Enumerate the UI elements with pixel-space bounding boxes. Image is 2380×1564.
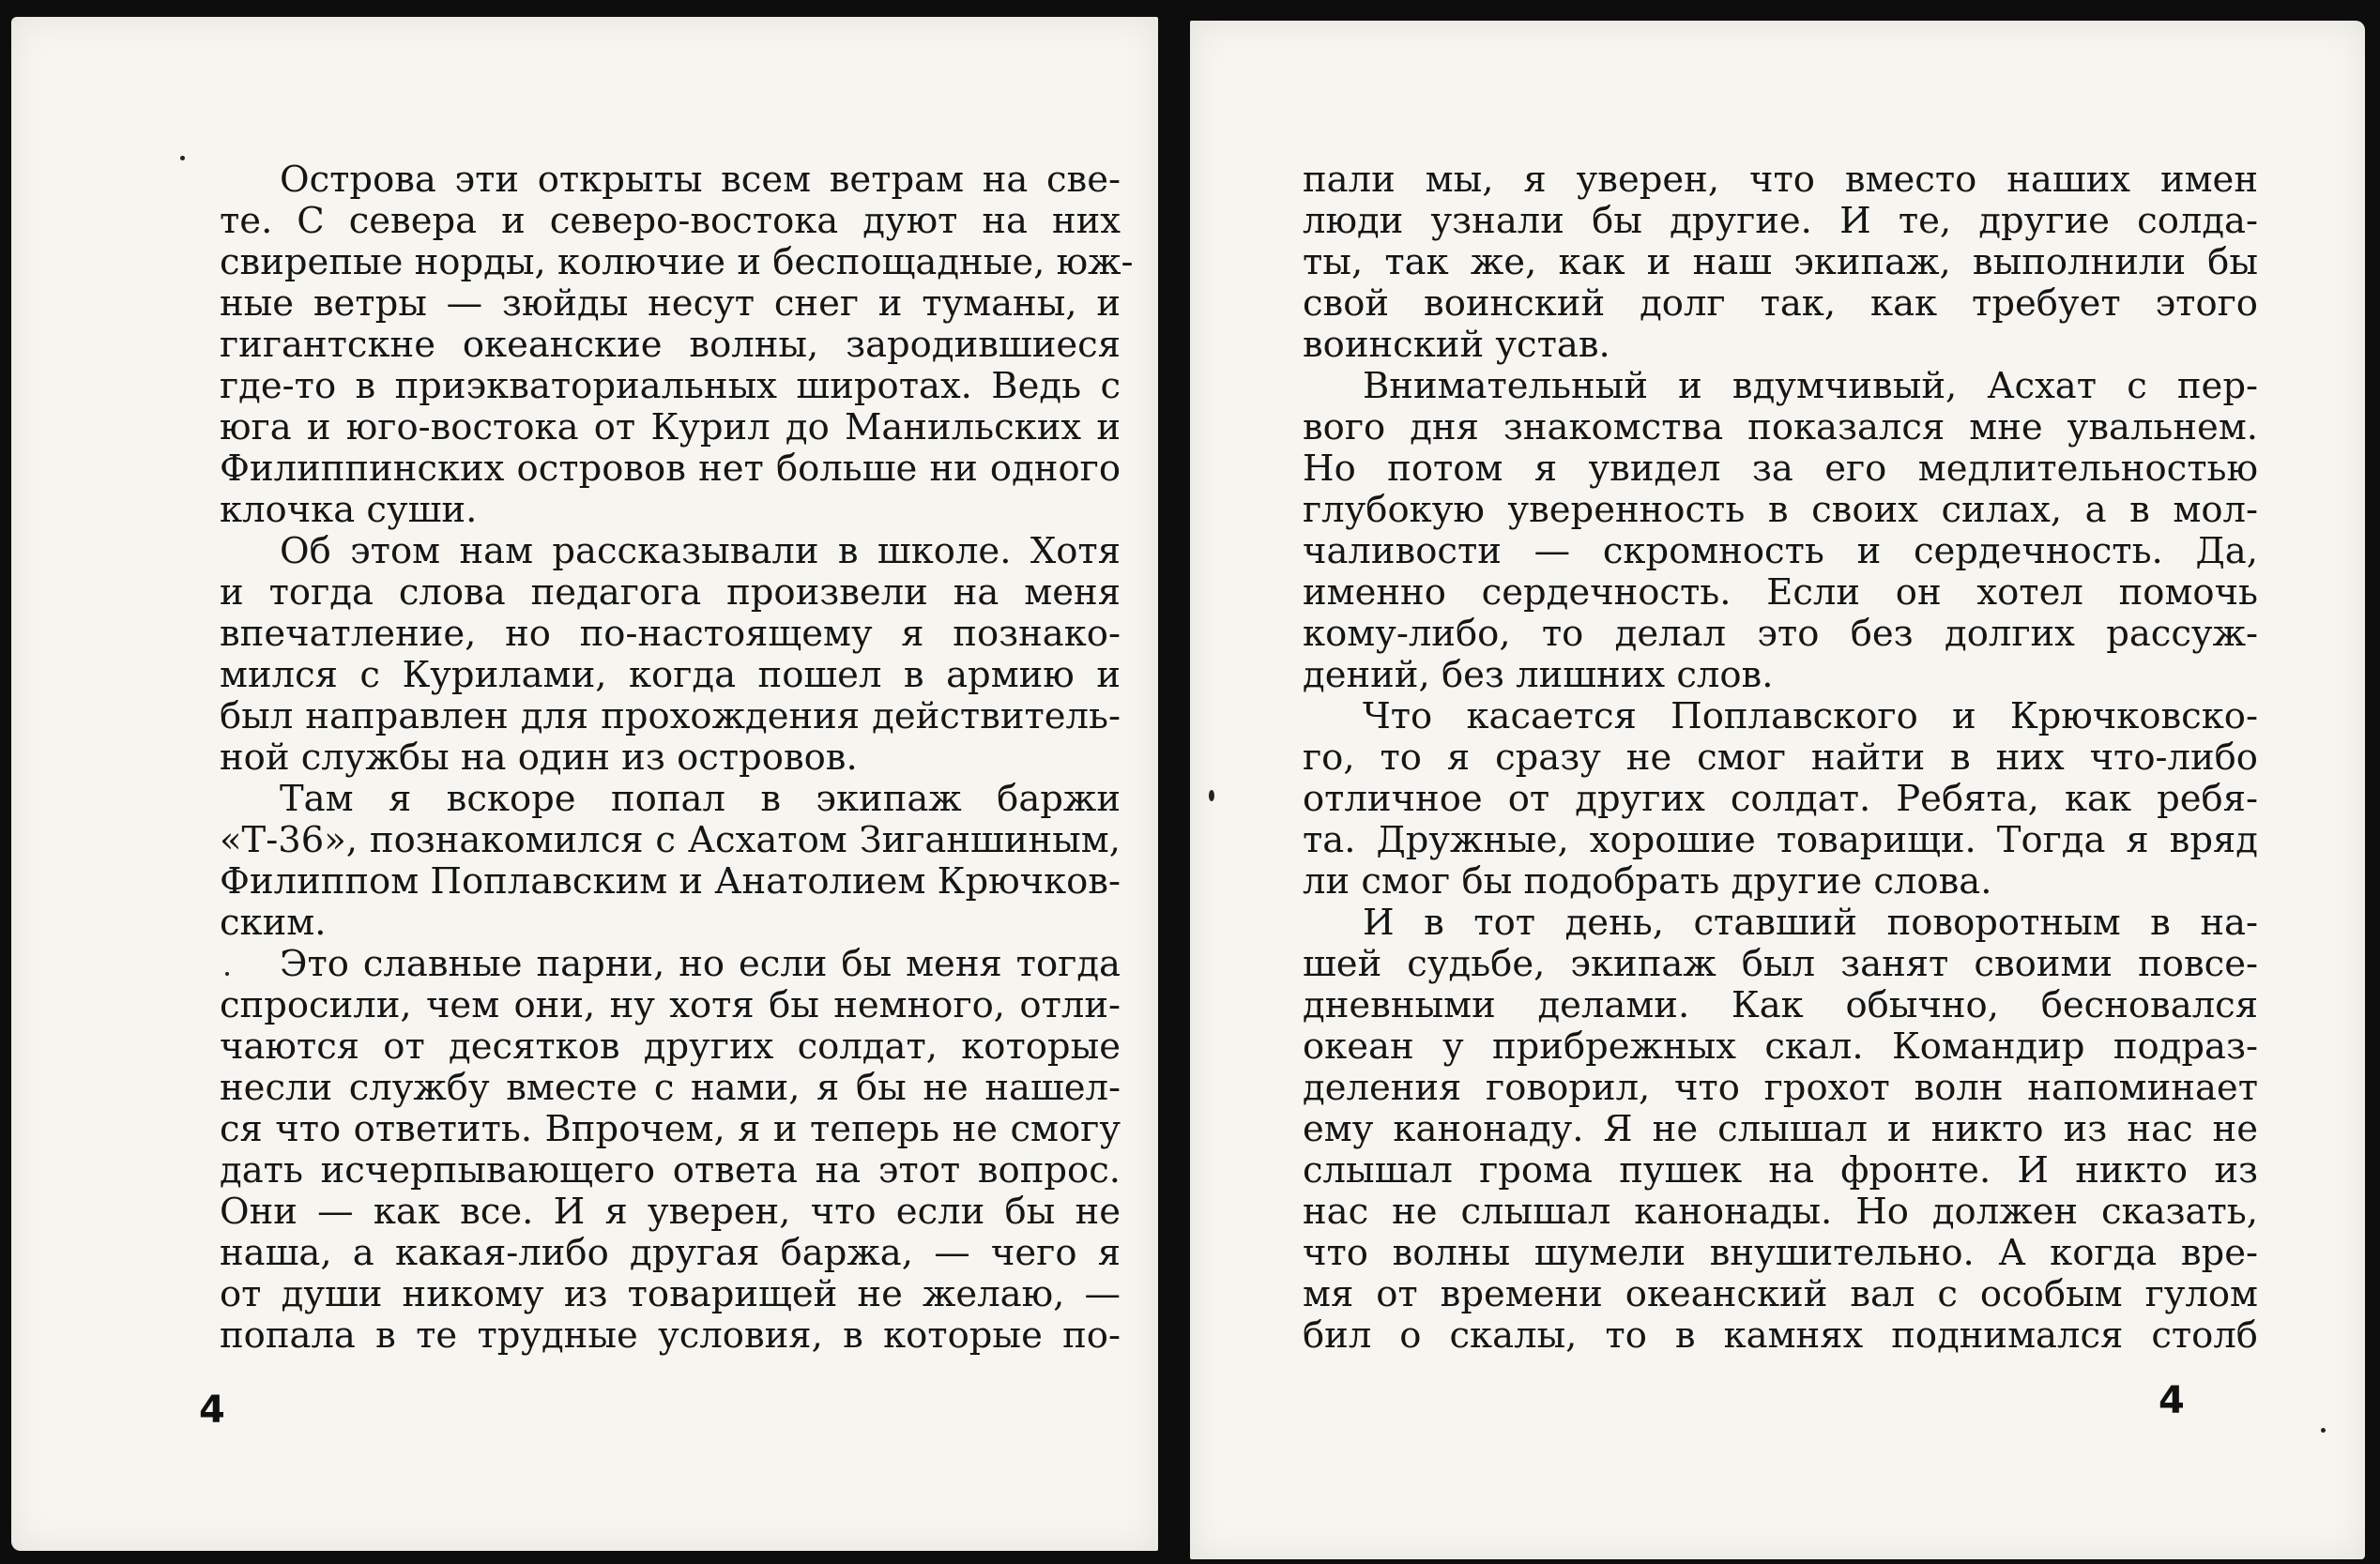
- text-line: свой воинский долг так, как требует этого: [1303, 282, 2258, 325]
- text-line: свирепые норды, колючие и беспощадные, юж-: [220, 241, 1134, 283]
- text-line: кому-либо, то делал это без долгих рассуж-: [1303, 613, 2258, 655]
- text-line: ли смог бы подобрать другие слова.: [1303, 860, 1992, 903]
- text-line: ему канонаду. Я не слышал и никто из нас не: [1303, 1108, 2258, 1150]
- text-line: Но потом я увидел за его медлительностью: [1303, 448, 2258, 490]
- text-line: чаются от десятков других солдат, которые: [220, 1025, 1121, 1068]
- ink-speck: [2321, 1428, 2326, 1433]
- left-page-number: 4: [199, 1389, 225, 1432]
- text-line: чаливости — скромность и сердечность. Да,: [1303, 530, 2258, 572]
- text-line: дать исчерпывающего ответа на этот вопрос.: [220, 1149, 1121, 1192]
- text-line: те. С севера и северо-востока дуют на них: [220, 200, 1121, 242]
- left-page-text: [220, 159, 1134, 1357]
- text-line: мя от времени океанский вал с особым гулом: [1303, 1273, 2258, 1315]
- ink-speck: [180, 156, 185, 160]
- text-line: го, то я сразу не смог найти в них что-либо: [1303, 736, 2258, 779]
- text-line: юга и юго-востока от Курил до Манильских и: [220, 406, 1121, 448]
- text-line: люди узнали бы другие. И те, другие солда-: [1303, 200, 2258, 242]
- text-line: клочка суши.: [220, 489, 478, 531]
- text-line: Это славные парни, но если бы меня тогда: [280, 943, 1121, 985]
- text-line: несли службу вместе с нами, я бы не нашел-: [220, 1067, 1121, 1109]
- text-line: дневными делами. Как обычно, бесновался: [1303, 984, 2258, 1026]
- text-line: отличное от других солдат. Ребята, как ребя-: [1303, 778, 2258, 820]
- text-line: где-то в приэкваториальных широтах. Ведь с: [220, 365, 1121, 407]
- text-line: Острова эти открыты всем ветрам на све-: [280, 159, 1121, 201]
- text-line: дений, без лишних слов.: [1303, 654, 1774, 696]
- text-line: спросили, чем они, ну хотя бы немного, отли-: [220, 984, 1121, 1026]
- text-line: «Т-36», познакомился с Асхатом Зиганшиным,: [220, 819, 1121, 861]
- text-line: Внимательный и вдумчивый, Асхат с пер-: [1363, 365, 2258, 407]
- text-line: и тогда слова педагога произвели на меня: [220, 571, 1121, 614]
- text-line: вого дня знакомства показался мне увальнем.: [1303, 406, 2258, 448]
- text-line: ной службы на один из островов.: [220, 736, 858, 779]
- text-line: Они — как все. И я уверен, что если бы не: [220, 1191, 1121, 1233]
- text-line: от души никому из товарищей не желаю, —: [220, 1273, 1121, 1315]
- text-line: впечатление, но по-настоящему я познако-: [220, 613, 1121, 655]
- text-line: бил о скалы, то в камнях поднимался столб: [1303, 1314, 2258, 1357]
- text-line: И в тот день, ставший поворотным в на-: [1363, 902, 2258, 944]
- text-line: пали мы, я уверен, что вместо наших имен: [1303, 159, 2258, 201]
- text-line: ским.: [220, 902, 327, 944]
- text-line: ты, так же, как и наш экипаж, выполнили бы: [1303, 241, 2258, 283]
- text-line: гигантскне океанские волны, зародившиеся: [220, 324, 1121, 366]
- text-line: ся что ответить. Впрочем, я и теперь не смогу: [220, 1108, 1121, 1150]
- right-page-number: 4: [2159, 1379, 2185, 1422]
- text-line: шей судьбе, экипаж был занят своими повсе-: [1303, 943, 2258, 985]
- text-line: Что касается Поплавского и Крючковско-: [1363, 695, 2258, 737]
- text-line: слышал грома пушек на фронте. И никто из: [1303, 1149, 2258, 1192]
- text-line: что волны шумели внушительно. А когда вре-: [1303, 1232, 2258, 1274]
- text-line: та. Дружные, хорошие товарищи. Тогда я вряд: [1303, 819, 2258, 861]
- text-line: попала в те трудные условия, в которые по-: [220, 1314, 1121, 1357]
- text-line: океан у прибрежных скал. Командир подраз-: [1303, 1025, 2258, 1068]
- text-line: был направлен для прохождения действитель-: [220, 695, 1121, 737]
- text-line: именно сердечность. Если он хотел помочь: [1303, 571, 2258, 614]
- left-page: [11, 17, 1158, 1551]
- ink-speck: [1209, 790, 1214, 801]
- ink-speck: [225, 972, 229, 976]
- text-line: деления говорил, что грохот волн напоминает: [1303, 1067, 2258, 1109]
- text-line: наша, а какая-либо другая баржа, — чего я: [220, 1232, 1121, 1274]
- text-line: Там я вскоре попал в экипаж баржи: [280, 778, 1121, 820]
- text-line: глубокую уверенность в своих силах, а в мол-: [1303, 489, 2258, 531]
- right-page: [1190, 21, 2365, 1559]
- text-line: Филиппом Поплавским и Анатолием Крючков-: [220, 860, 1121, 903]
- right-page-text: [1303, 159, 2258, 1357]
- text-line: нас не слышал канонады. Но должен сказать,: [1303, 1191, 2258, 1233]
- text-line: мился с Курилами, когда пошел в армию и: [220, 654, 1121, 696]
- text-line: Об этом нам рассказывали в школе. Хотя: [280, 530, 1121, 572]
- text-line: воинский устав.: [1303, 324, 1610, 366]
- text-line: Филиппинских островов нет больше ни одного: [220, 448, 1121, 490]
- text-line: ные ветры — зюйды несут снег и туманы, и: [220, 282, 1121, 325]
